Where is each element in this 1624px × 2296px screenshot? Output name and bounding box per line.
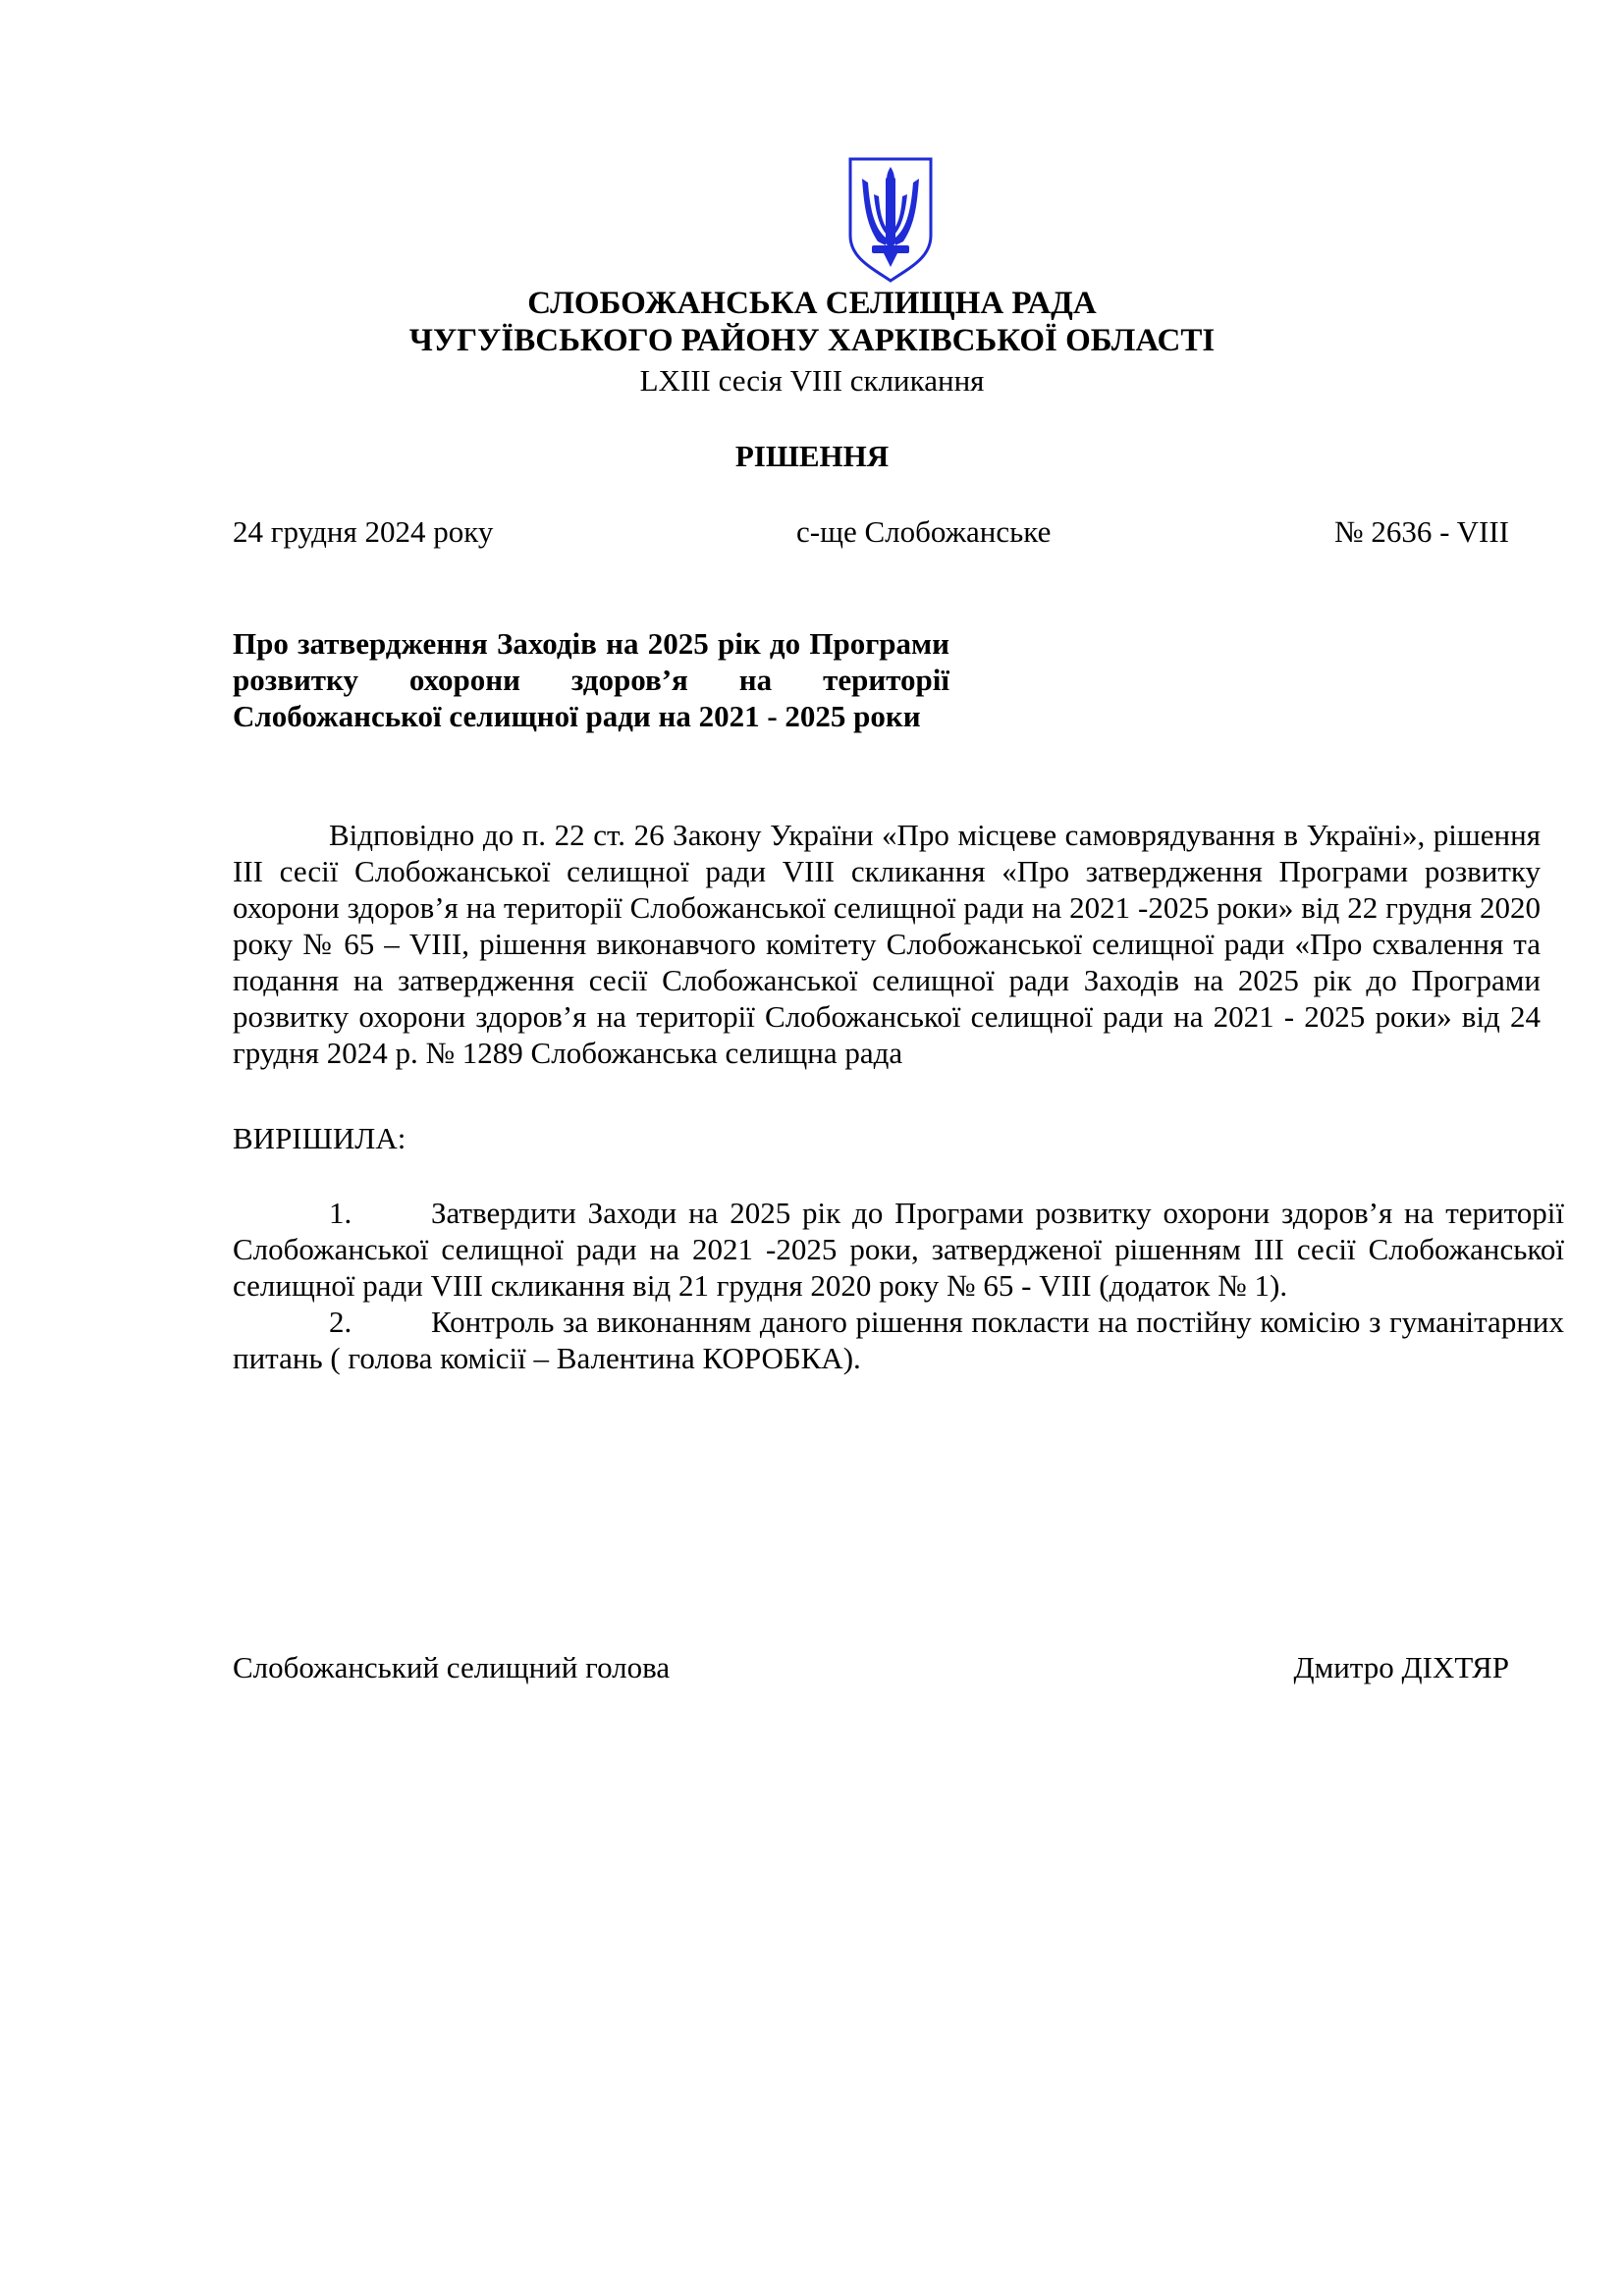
document-place: с-ще Слобожанське: [796, 514, 1052, 549]
preamble-paragraph: Відповідно до п. 22 ст. 26 Закону України «Про місцеве самоврядування в Україні», рішення ІІІ сесії Слобожанської селищної ради VIII скликання «Про затвердження Програми розвитку охорони здоров’я на території Слобожанської селищної ради на 2021 -2025 роки» від 22 грудня 2020 року № 65 – VIII, рішення виконавчого комітету Слобожанської селищної ради «Про схвалення та подання на затвердження сесії Слобожанської селищної ради Заходів на 2025 рік до Програми розвитку охорони здоров’я на території Слобожанської селищної ради на 2021 - 2025 роки» від 24 грудня 2024 р. № 1289 Слобожанська селищна рада: [233, 818, 1541, 1070]
coat-of-arms-trident-icon: [844, 155, 937, 285]
signatory-position: Слобожанський селищний голова: [233, 1650, 671, 1684]
decision-item-text: Затвердити Заходи на 2025 рік до Програми розвитку охорони здоров’я на території Слобожанської селищної ради на 2021 -2025 роки, затвердженої рішенням ІІІ сесії Слобожанської селищної ради VIII скликання від 21 грудня 2020 року № 65 - VIII (додаток № 1).: [233, 1196, 1564, 1303]
decision-item: [233, 1195, 1564, 1304]
document-type-title: РІШЕННЯ: [734, 439, 890, 473]
decision-item-text: Контроль за виконанням даного рішення покласти на постійну комісію з гуманітарних питань ( голова комісії – Валентина КОРОБКА).: [233, 1305, 1564, 1375]
document-meta-row: [233, 514, 1509, 554]
decision-subject: Про затвердження Заходів на 2025 рік до Програми розвитку охорони здоров’я на території Слобожанської селищної ради на 2021 - 2025 роки: [233, 626, 949, 733]
signatory-name: Дмитро ДІХТЯР: [1293, 1650, 1509, 1684]
decision-item-number: 2.: [329, 1305, 352, 1339]
decided-label: ВИРІШИЛА:: [233, 1121, 406, 1155]
decision-items-list: [233, 1195, 1564, 1376]
document-date: 24 грудня 2024 року: [233, 514, 494, 549]
decision-item: [233, 1304, 1564, 1376]
signature-block: [233, 1650, 1509, 1689]
document-number: № 2636 - VIII: [1334, 514, 1509, 549]
district-name: ЧУГУЇВСЬКОГО РАЙОНУ ХАРКІВСЬКОЇ ОБЛАСТІ: [408, 323, 1216, 358]
decision-item-number: 1.: [329, 1196, 352, 1230]
council-name: СЛОБОЖАНСЬКА СЕЛИЩНА РАДА: [527, 286, 1097, 321]
session-line: LXIII сесія VIII скликання: [639, 363, 985, 398]
